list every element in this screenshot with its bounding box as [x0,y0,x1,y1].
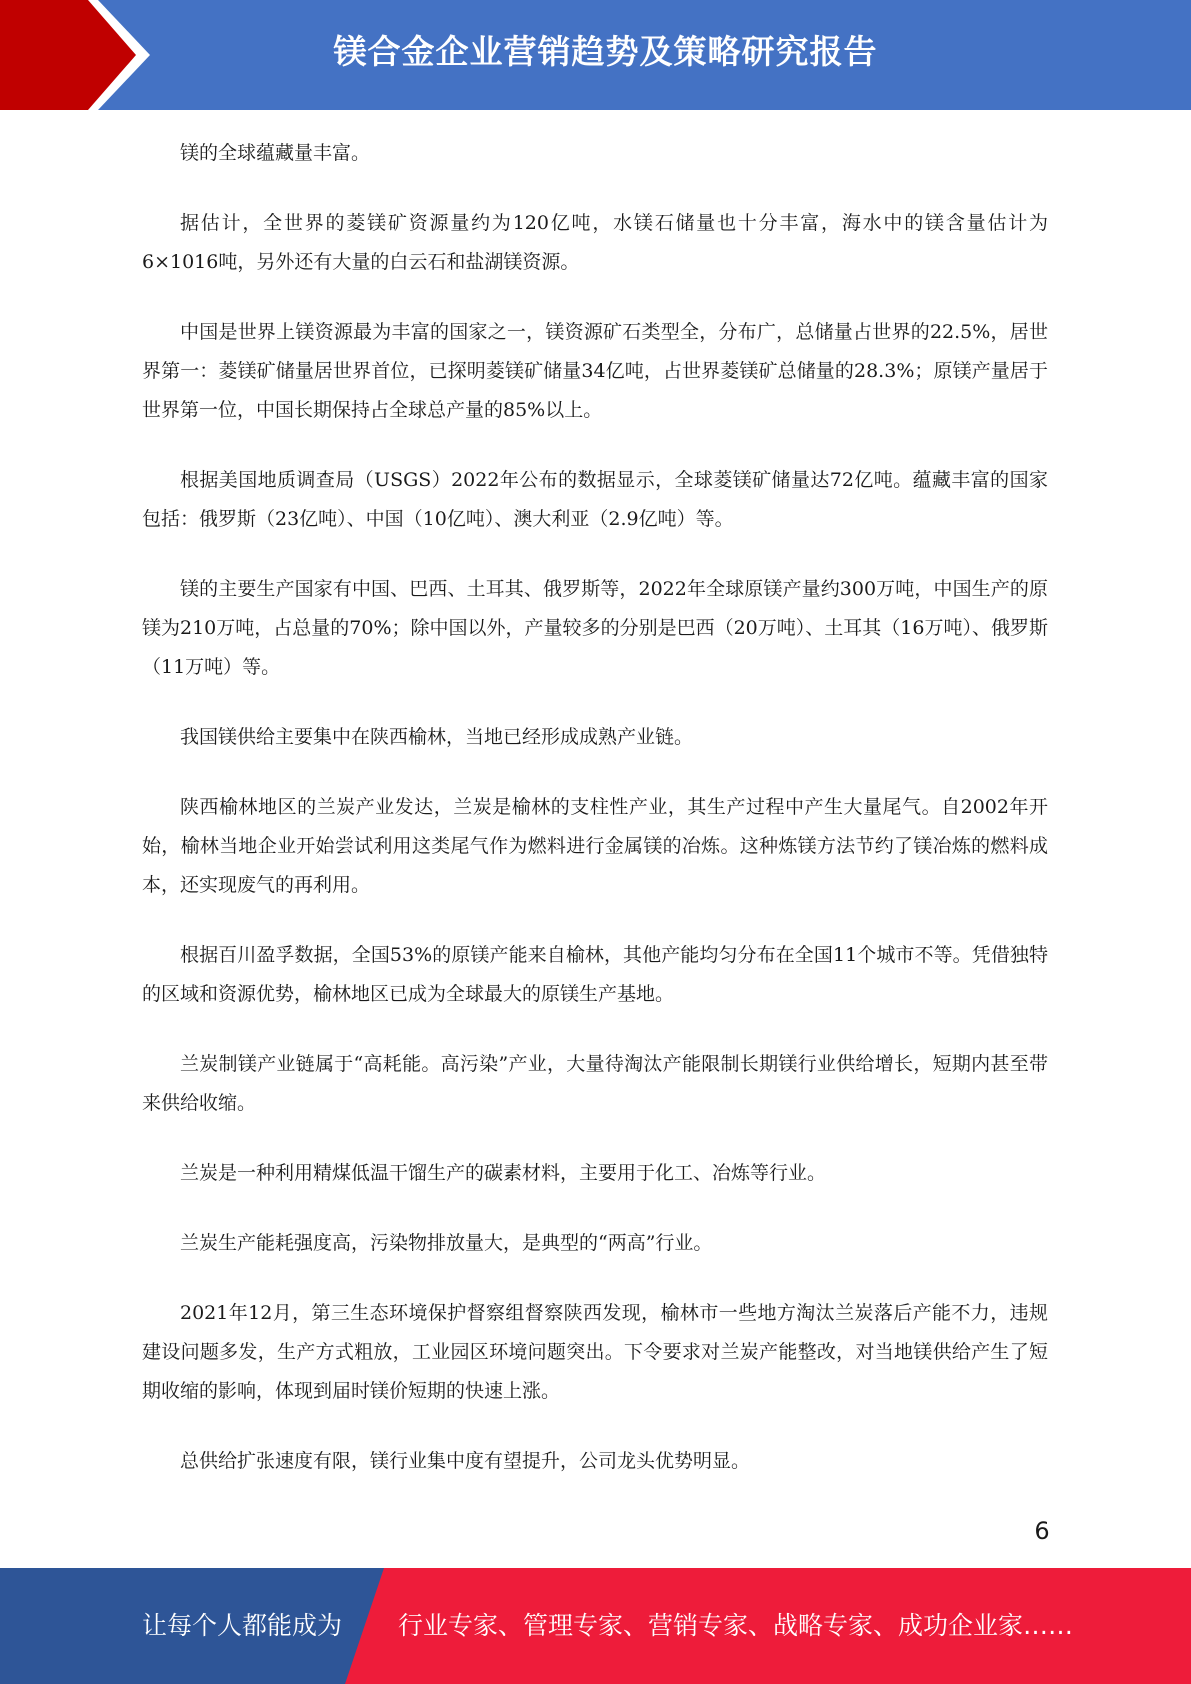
page-header [0,0,1191,110]
paragraph: 中国是世界上镁资源最为丰富的国家之一，镁资源矿石类型全，分布广，总储量占世界的22.5%，居世界第一：菱镁矿储量居世界首位，已探明菱镁矿储量34亿吨，占世界菱镁矿总储量的28.3%；原镁产量居于世界第一位，中国长期保持占全球总产量的85%以上。 [142,321,1048,421]
paragraph: 陕西榆林地区的兰炭产业发达，兰炭是榆林的支柱性产业，其生产过程中产生大量尾气。自2002年开始，榆林当地企业开始尝试利用这类尾气作为燃料进行金属镁的冶炼。这种炼镁方法节约了镁冶炼的燃料成本，还实现废气的再利用。 [142,796,1048,896]
paragraph: 兰炭制镁产业链属于“高耗能。高污染”产业，大量待淘汰产能限制长期镁行业供给增长，短期内甚至带来供给收缩。 [142,1053,1048,1114]
paragraph: 2021年12月，第三生态环境保护督察组督察陕西发现，榆林市一些地方淘汰兰炭落后产能不力，违规建设问题多发，生产方式粗放，工业园区环境问题突出。下令要求对兰炭产能整改，对当地镁供给产生了短期收缩的影响，体现到届时镁价短期的快速上涨。 [142,1302,1048,1402]
footer-slogan-right: 行业专家、管理专家、营销专家、战略专家、成功企业家…… [398,1611,1074,1640]
paragraph: 兰炭是一种利用精煤低温干馏生产的碳素材料，主要用于化工、冶炼等行业。 [180,1162,827,1184]
footer-slogan-left: 让每个人都能成为 [142,1611,343,1640]
paragraph: 总供给扩张速度有限，镁行业集中度有望提升，公司龙头优势明显。 [180,1450,751,1472]
paragraph: 镁的全球蕴藏量丰富。 [180,142,371,164]
paragraph: 镁的主要生产国家有中国、巴西、土耳其、俄罗斯等，2022年全球原镁产量约300万吨，中国生产的原镁为210万吨，占总量的70%；除中国以外，产量较多的分别是巴西（20万吨）、土耳其（16万吨）、俄罗斯（11万吨）等。 [142,578,1048,678]
paragraph: 据估计，全世界的菱镁矿资源量约为120亿吨，水镁石储量也十分丰富，海水中的镁含量估计为6×1016吨，另外还有大量的白云石和盐湖镁资源。 [142,212,1048,273]
page-footer [0,1568,1191,1684]
document-body [142,134,1048,1512]
paragraph: 根据百川盈孚数据，全国53%的原镁产能来自榆林，其他产能均匀分布在全国11个城市不等。凭借独特的区域和资源优势，榆林地区已成为全球最大的原镁生产基地。 [142,944,1048,1005]
paragraph: 我国镁供给主要集中在陕西榆林，当地已经形成成熟产业链。 [180,726,694,748]
paragraph: 根据美国地质调查局（USGS）2022年公布的数据显示，全球菱镁矿储量达72亿吨。蕴藏丰富的国家包括：俄罗斯（23亿吨）、中国（10亿吨）、澳大利亚（2.9亿吨）等。 [142,469,1048,530]
page-number: 6 [1034,1517,1050,1545]
report-title: 镁合金企业营销趋势及策略研究报告 [333,32,878,71]
paragraph: 兰炭生产能耗强度高，污染物排放量大，是典型的“两高”行业。 [180,1232,713,1254]
